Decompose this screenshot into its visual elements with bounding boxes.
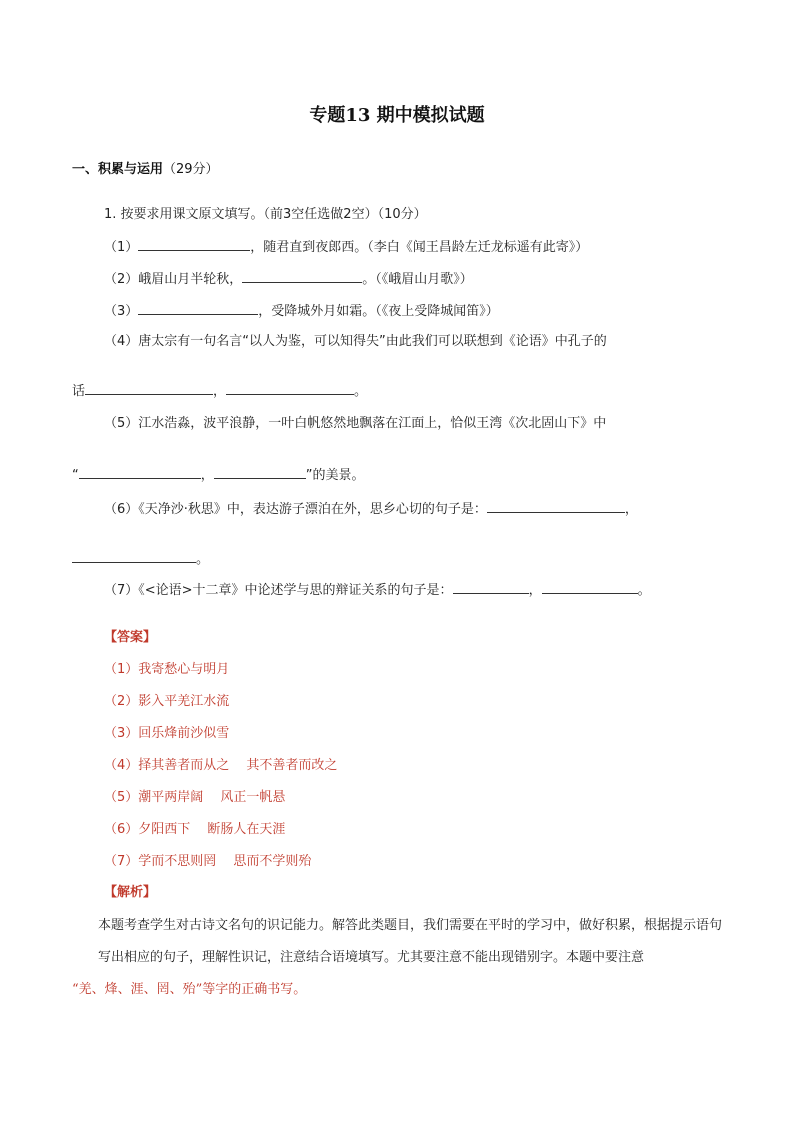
answer-line: （4）择其善者而从之 其不善者而改之 [104, 758, 338, 773]
answer-blank[interactable] [487, 499, 625, 513]
answer-line: （1）我寄愁心与明月 [104, 662, 230, 677]
item-1-prefix: （1） [104, 240, 139, 255]
item-2-prefix: （2）峨眉山月半轮秋， [104, 272, 243, 287]
analysis-label: 【解析】 [104, 885, 157, 900]
item-3-prefix: （3） [104, 304, 139, 319]
analysis-highlight: “羌、烽、涯、罔、殆”等字的正确书写。 [72, 982, 307, 997]
question-item-5-continued [72, 465, 365, 485]
item-4-cont-mid: ， [213, 384, 227, 399]
question-stem: 1. 按要求用课文原文填写。（前3空任选做2空）（10分） [104, 207, 427, 222]
item-5-cont-suffix: ”的美景。 [305, 468, 365, 483]
question-item-4-continued [72, 381, 367, 401]
item-7-suffix: 。 [637, 583, 651, 598]
answer-line: （6）夕阳西下 断肠人在天涯 [104, 822, 286, 837]
question-item-2 [104, 269, 473, 289]
item-1-suffix: ，随君直到夜郎西。（李白《闻王昌龄左迁龙标遥有此寄》） [250, 240, 589, 255]
item-2-suffix: 。（《峨眉山月歌》） [362, 272, 473, 287]
item-6-after: ， [624, 502, 638, 517]
item-7-text: （7）《<论语>十二章》中论述学与思的辩证关系的句子是： [104, 583, 453, 598]
question-item-7 [104, 580, 651, 600]
item-4-cont-prefix: 话 [72, 384, 86, 399]
answer-blank[interactable] [138, 237, 250, 251]
question-item-6-continued [72, 549, 209, 569]
answer-line: （2）影入平羌江水流 [104, 694, 230, 709]
item-4-cont-suffix: 。 [354, 384, 368, 399]
section-score: （29分） [163, 162, 219, 177]
answer-blank[interactable] [242, 269, 362, 283]
answer-label: 【答案】 [104, 630, 157, 645]
answer-blank[interactable] [79, 465, 201, 479]
answer-blank[interactable] [138, 301, 258, 315]
answer-blank[interactable] [226, 381, 354, 395]
answer-blank[interactable] [72, 549, 196, 563]
answer-line: （7）学而不思则罔 思而不学则殆 [104, 854, 312, 869]
item-7-mid: ， [528, 583, 542, 598]
question-item-4: （4）唐太宗有一句名言“以人为鉴，可以知得失”由此我们可以联想到《论语》中孔子的 [104, 334, 607, 349]
analysis-text: 本题考查学生对古诗文名句的识记能力。解答此类题目，我们需要在平时的学习中，做好积累，根据提示语句写出相应的句子，理解性识记，注意结合语境填写。尤其要注意不能出现错别字。本题中要注意 [98, 918, 723, 965]
question-item-6 [104, 499, 638, 519]
answer-line: （5）潮平两岸阔 风正一帆悬 [104, 790, 286, 805]
question-item-5: （5）江水浩淼，波平浪静，一叶白帆悠然地飘落在江面上，恰似王湾《次北固山下》中 [104, 416, 607, 431]
answer-line: （3）回乐烽前沙似雪 [104, 726, 230, 741]
section-heading-text: 一、积累与运用 [72, 162, 164, 177]
answer-blank[interactable] [85, 381, 213, 395]
section-heading [72, 161, 219, 179]
item-6-text: （6）《天净沙·秋思》中，表达游子漂泊在外，思乡心切的句子是： [104, 502, 487, 517]
question-item-3 [104, 301, 499, 321]
item-3-suffix: ，受降城外月如霜。（《夜上受降城闻笛》） [258, 304, 499, 319]
analysis-paragraph [72, 910, 722, 1006]
item-6-cont-suffix: 。 [196, 552, 210, 567]
answer-blank[interactable] [453, 580, 529, 594]
item-5-cont-mid: ， [200, 468, 214, 483]
answer-blank[interactable] [542, 580, 638, 594]
question-item-1 [104, 237, 588, 257]
answer-blank[interactable] [214, 465, 306, 479]
page-title: 专题13 期中模拟试题 [309, 105, 485, 126]
item-5-cont-prefix: “ [72, 468, 79, 483]
